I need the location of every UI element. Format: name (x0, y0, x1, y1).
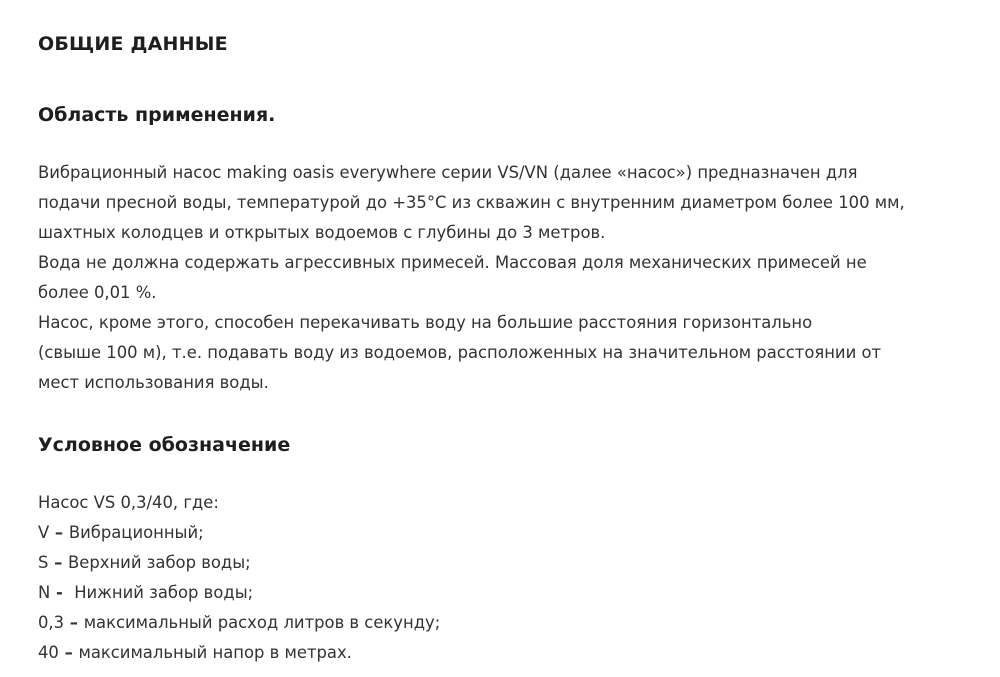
designation-item (38, 608, 440, 638)
designation-dash: – (48, 553, 69, 572)
application-line: шахтных колодцев и открытых водоемов с глубины до 3 метров. (38, 223, 606, 242)
application-line: Вода не должна содержать агрессивных примесей. Массовая доля механических примесей не (38, 253, 867, 272)
section-title: ОБЩИЕ ДАННЫЕ (38, 33, 228, 55)
application-line: Насос, кроме этого, способен перекачивать воду на большие расстояния горизонтально (38, 313, 813, 332)
designation-text: максимальный напор в метрах. (78, 643, 352, 662)
application-line: Вибрационный насос making oasis everywhere серии VS/VN (далее «насос») предназначен для (38, 163, 858, 182)
designation-item (38, 518, 440, 548)
application-line: более 0,01 %. (38, 283, 157, 302)
designation-code: S (38, 553, 49, 572)
designation-intro: Насос VS 0,3/40, где: (38, 493, 219, 512)
designation-dash: – (49, 523, 69, 542)
designation-code: 40 (38, 643, 59, 662)
designation-dash: – (58, 643, 79, 662)
designation-text: Верхний забор воды; (68, 553, 251, 572)
designation-item (38, 548, 440, 578)
designation-dash: – (64, 613, 84, 632)
application-line: подачи пресной воды, температурой до +35°С из скважин с внутренним диаметром более 100 мм, (38, 193, 905, 212)
application-heading: Область применения. (38, 104, 276, 126)
designation-list (38, 488, 440, 668)
application-paragraph (38, 158, 905, 398)
designation-text: максимальный расход литров в секунду; (83, 613, 441, 632)
designation-code: 0,3 (38, 613, 65, 632)
designation-code: N (38, 583, 51, 602)
designation-item (38, 578, 440, 608)
designation-code: V (38, 523, 50, 542)
application-line: мест использования воды. (38, 373, 269, 392)
designation-text: Нижний забор воды; (74, 583, 254, 602)
designation-text: Вибрационный; (68, 523, 204, 542)
designation-dash: - (50, 583, 75, 602)
designation-item (38, 638, 440, 668)
application-line: (свыше 100 м), т.е. подавать воду из водоемов, расположенных на значительном расстоянии от (38, 343, 882, 362)
designation-heading: Условное обозначение (38, 434, 291, 456)
